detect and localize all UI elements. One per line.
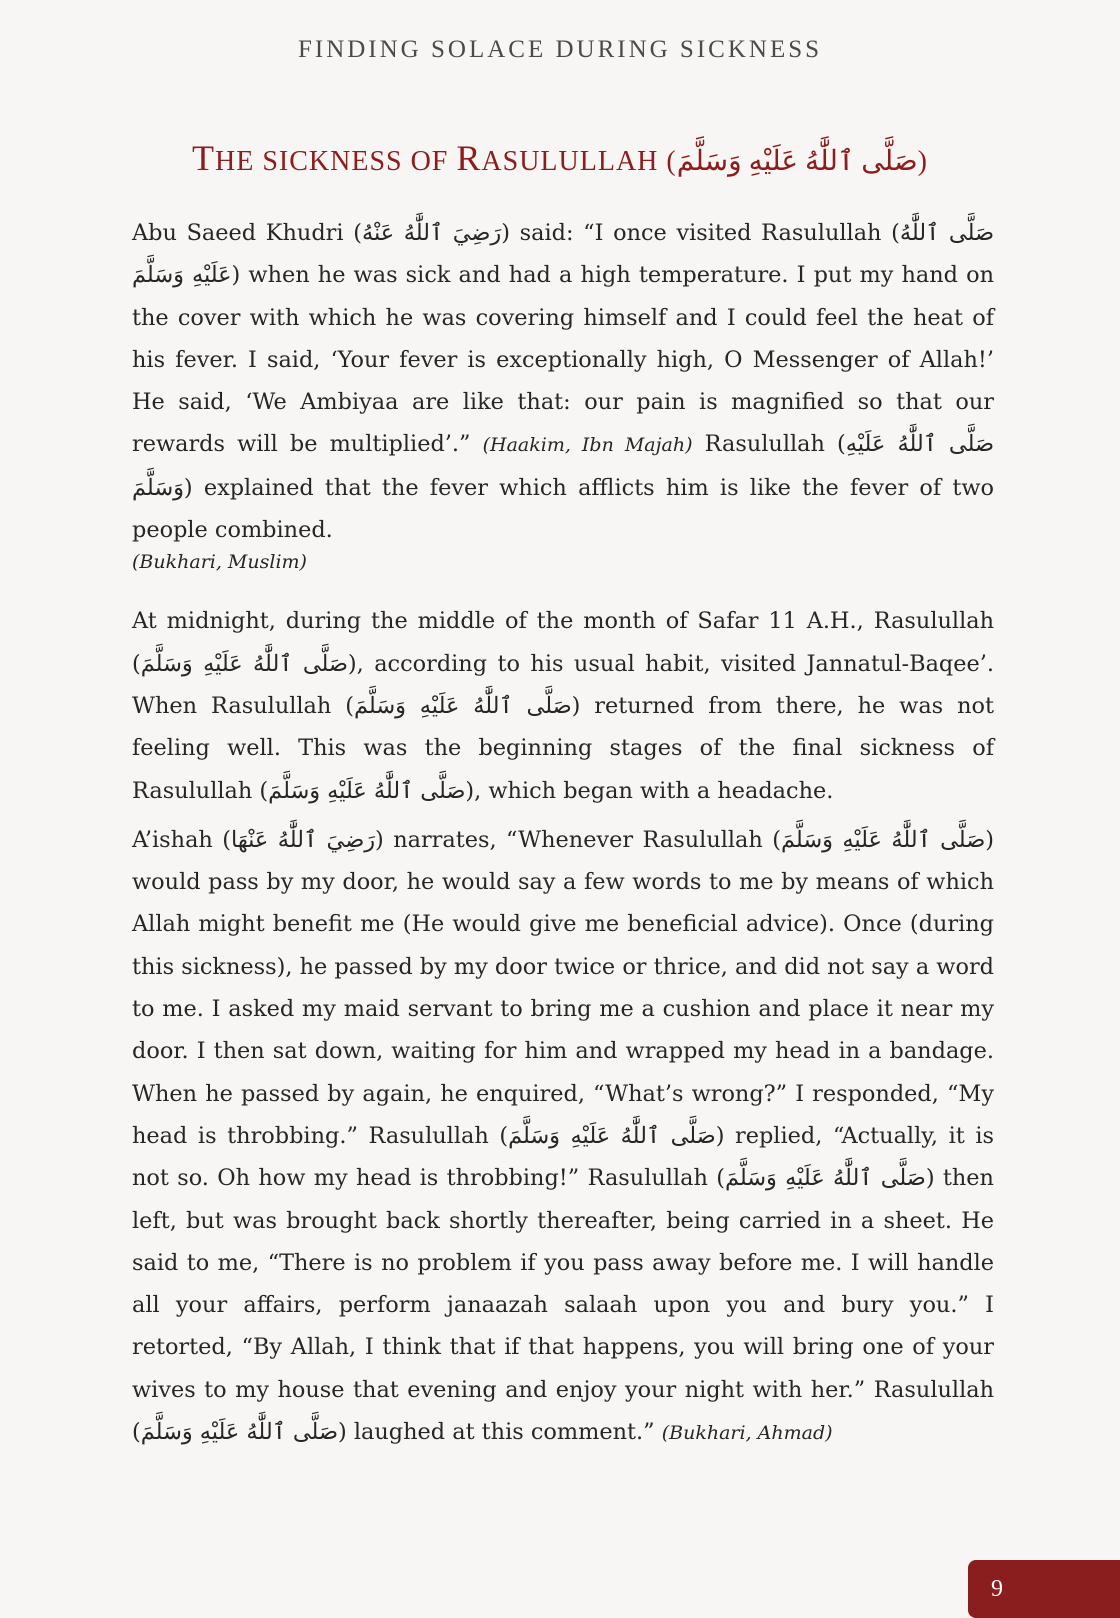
paragraph-3	[132, 819, 994, 1454]
p3-text-f: ) laughed at this comment.”	[337, 1419, 662, 1446]
p3-text-d: ) replied, “Actually, it is not so. Oh how my head is throbbing!” Rasulullah (	[132, 1122, 994, 1192]
honorific-saw: صَلَّى ٱللَّٰهُ عَلَيْهِ وَسَلَّمَ	[508, 1122, 716, 1149]
p1-text-a: Abu Saeed Khudri (	[132, 220, 362, 246]
paragraph-1	[132, 212, 994, 577]
title-part-asulullah: ASULULLAH	[481, 146, 667, 177]
title-part-he: HE SICKNESS OF	[215, 146, 457, 177]
honorific-saw: صَلَّى ٱللَّٰهُ عَلَيْهِ وَسَلَّمَ	[140, 1419, 338, 1446]
p2-text-c: ) returned from there, he was not feeling well. This was the beginning stages of the final sickness of Rasulullah (	[132, 692, 994, 804]
title-initial-r: R	[456, 138, 482, 178]
p1-text-c: ) when he was sick and had a high temperature. I put my hand on the cover with which he was covering himself and I could feel the heat of his fever. I said, ‘Your fever is exceptionally high, O Messenger of Allah!’ He said, ‘We Ambiyaa are like that: our pain is magnified so that our rewards will be multiplied’.”	[132, 262, 995, 458]
honorific-saw: صَلَّى ٱللَّٰهُ عَلَيْهِ وَسَلَّمَ	[132, 431, 995, 501]
p1-text-d: Rasulullah (	[692, 431, 846, 458]
citation: (Bukhari, Ahmad)	[661, 1422, 833, 1445]
honorific-saw: صَلَّى ٱللَّٰهُ عَلَيْهِ وَسَلَّمَ	[354, 692, 572, 719]
p3-text-e: ) then left, but was brought back shortly thereafter, being carried in a sheet. He said to me, “There is no problem if you pass away before me. I will handle all your affairs, perform janaazah salaah upon you and bury you.” I retorted, “By Allah, I think that if that happens, you will bring one of your wives to my house that evening and enjoy your night with her.” Rasulullah (	[132, 1165, 994, 1446]
honorific-ra: رَضِيَ ٱللَّٰهُ عَنْهُ	[361, 220, 502, 246]
p1-text-b: ) said: “I once visited Rasulullah (	[501, 220, 900, 246]
paragraph-2	[132, 600, 994, 811]
citation: (Bukhari, Muslim)	[132, 551, 307, 574]
p3-text-c: ) would pass by my door, he would say a few words to me by means of which Allah might benefit me (He would give me beneficial advice). Once (during this sickness), he passed by my door twice or thrice, and did not say a word to me. I asked my maid servant to bring me a cushion and place it near my door. I then sat down, waiting for him and wrapped my head in a bandage. When he passed by again, he enquired, “What’s wrong?” I responded, “My head is throbbing.” Rasulullah (	[132, 826, 994, 1149]
p2-text-a: At midnight, during the middle of the month of Safar 11 A.H., Rasulullah (	[132, 608, 994, 677]
p3-text-b: ) narrates, “Whenever Rasulullah (	[375, 826, 782, 853]
honorific-saw: صَلَّى ٱللَّٰهُ عَلَيْهِ وَسَلَّمَ	[724, 1165, 926, 1192]
p3-text-a: A’ishah (	[132, 826, 232, 853]
page-number: 9	[991, 1576, 1003, 1602]
p2-text-d: ), which began with a headache.	[465, 777, 834, 804]
p2-text-b: ), according to his usual habit, visited Jannatul-Baqee’. When Rasulullah (	[132, 650, 994, 719]
honorific-saw: صَلَّى ٱللَّٰهُ عَلَيْهِ وَسَلَّمَ	[268, 777, 466, 804]
honorific-saw: صَلَّى ٱللَّٰهُ عَلَيْهِ وَسَلَّمَ	[132, 220, 994, 289]
honorific-saw: صَلَّى ٱللَّٰهُ عَلَيْهِ وَسَلَّمَ	[781, 826, 986, 853]
body-text	[132, 212, 994, 1454]
honorific-ra-f: رَضِيَ ٱللَّٰهُ عَنْهَا	[231, 826, 376, 853]
p1-text-e: ) explained that the fever which afflicts him is like the fever of two people combined.	[132, 474, 994, 544]
running-header: FINDING SOLACE DURING SICKNESS	[297, 36, 823, 63]
citation: (Haakim, Ibn Majah)	[482, 434, 693, 457]
title-honorific: (صَلَّى ٱللَّٰهُ عَلَيْهِ وَسَلَّمَ)	[666, 146, 928, 177]
honorific-saw: صَلَّى ٱللَّٰهُ عَلَيْهِ وَسَلَّمَ	[140, 650, 348, 677]
title-initial-t: T	[192, 138, 215, 178]
section-title	[0, 137, 1120, 179]
